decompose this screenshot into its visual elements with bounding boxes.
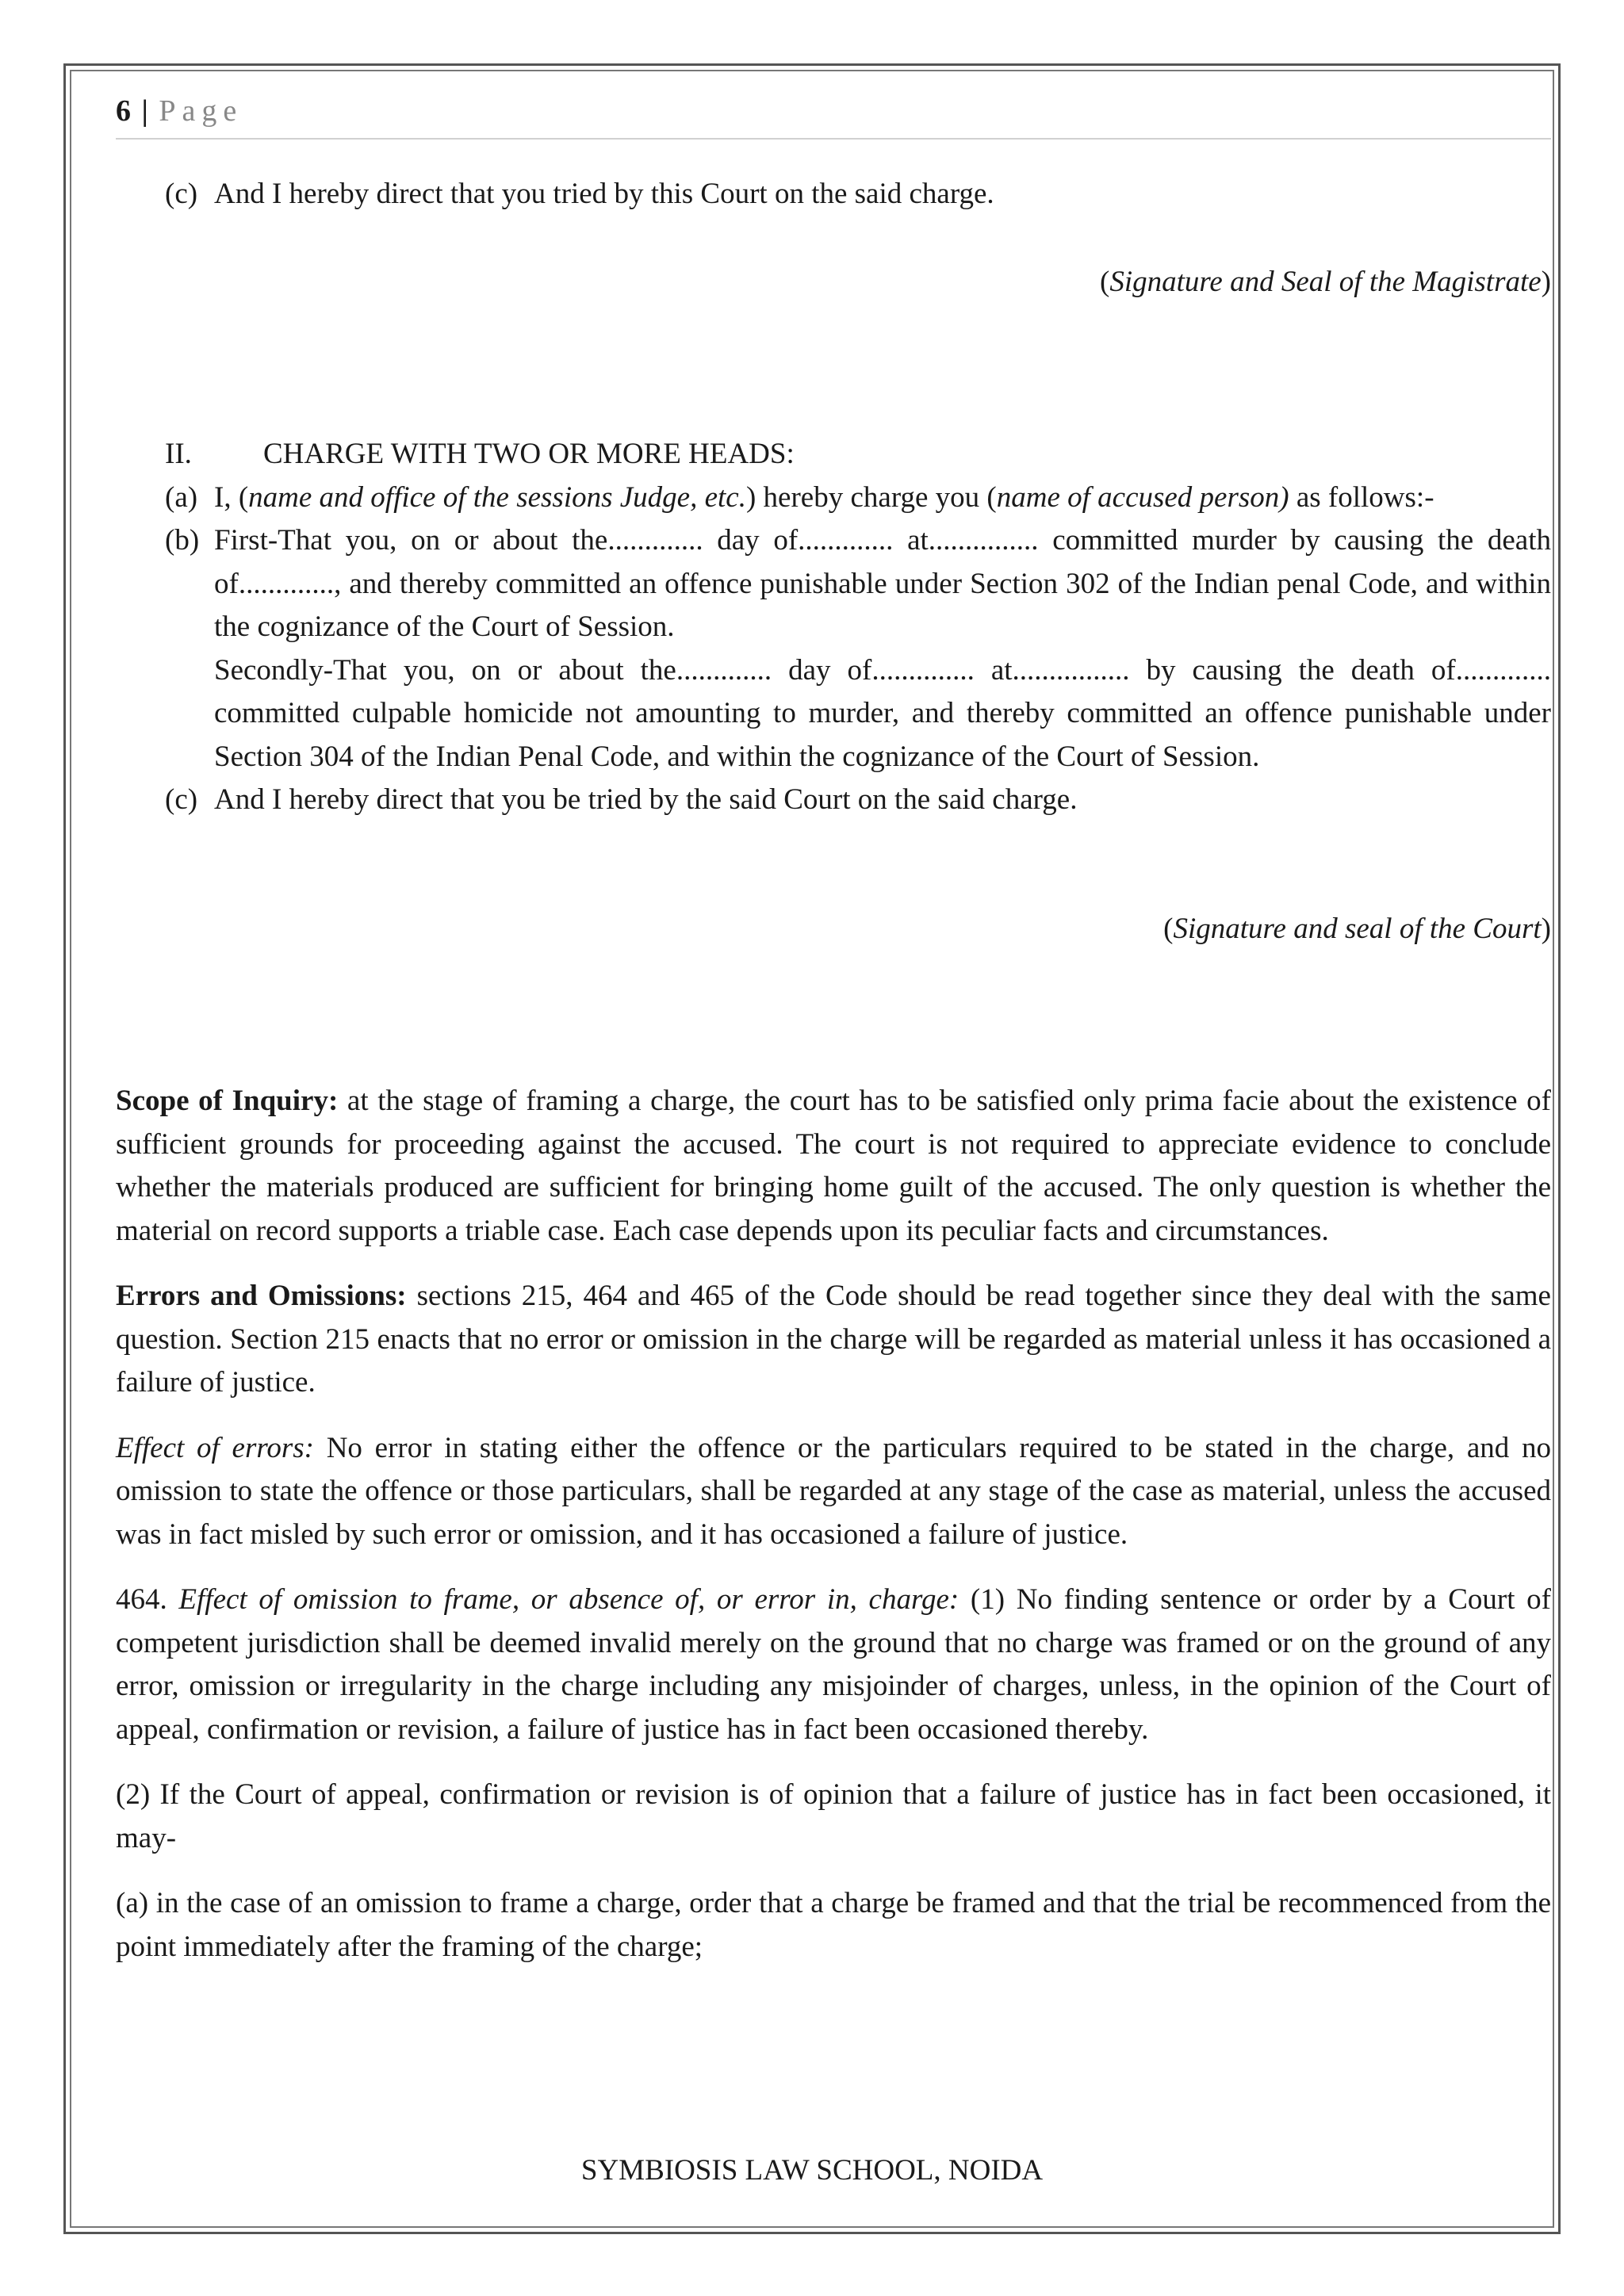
- paragraph-title: Scope of Inquiry:: [116, 1085, 339, 1117]
- item-text: I, (name and office of the sessions Judge, etc.) hereby charge you (name of accused person) as follows:-: [214, 480, 1434, 514]
- item-text-first: First-That you, on or about the............. day of............. at............... committed murder by causing the death of............., and thereby committed an offence punishable under Section 302 of the Indian penal Code, and within the cognizance of the Court of Session.: [214, 524, 1551, 643]
- page-number: 6: [116, 94, 131, 128]
- document-body: [116, 173, 1551, 1969]
- charge-item-a: [116, 476, 1551, 520]
- item-label: (c): [165, 783, 198, 816]
- signature-text: Signature and Seal of the Magistrate: [1109, 265, 1542, 298]
- page-header: [116, 94, 1551, 140]
- item-label: (a): [165, 480, 198, 514]
- charge-item-c: [116, 173, 1551, 216]
- paragraph-title: Effect of omission to frame, or absence of, or error in, charge:: [178, 1583, 959, 1616]
- scope-paragraph: Scope of Inquiry: at the stage of framing a charge, the court has to be satisfied only prima facie about the existence of sufficient grounds for proceeding against the accused. The court is not required to appreciate evidence to conclude whether the materials produced are sufficient for bringing home guilt of the accused. The only question is whether the material on record supports a triable case. Each case depends upon its peculiar facts and circumstances.: [116, 1085, 1551, 1247]
- section-464-2a-paragraph: (a) in the case of an omission to frame a charge, order that a charge be framed and that the trial be recommenced from the point immediately after the framing of the charge;: [116, 1887, 1551, 1963]
- item-text-second: Secondly-That you, on or about the............. day of.............. at................ by causing the death of............. committed culpable homicide not amounting to murder, and thereby committed an offence punishable under Section 304 of the Indian Penal Code, and within the cognizance of the Court of Session.: [214, 653, 1551, 773]
- item-text: And I hereby direct that you tried by this Court on the said charge.: [214, 178, 994, 210]
- court-signature: (Signature and seal of the Court): [1163, 912, 1551, 945]
- roman-numeral: II.: [165, 438, 192, 470]
- signature-text: Signature and seal of the Court: [1173, 912, 1542, 945]
- magistrate-signature: (Signature and Seal of the Magistrate): [1100, 265, 1551, 298]
- charge-item-c2: [116, 779, 1551, 822]
- page-label: Page: [159, 94, 243, 128]
- section-464-2-paragraph: (2) If the Court of appeal, confirmation or revision is of opinion that a failure of justice has in fact been occasioned, it may-: [116, 1778, 1551, 1854]
- effect-paragraph: Effect of errors: No error in stating either the offence or the particulars required to be stated in the charge, and no omission to state the offence or those particulars, shall be regarded at any stage of the case as material, unless the accused was in fact misled by such error or omission, and it has occasioned a failure of justice.: [116, 1431, 1552, 1551]
- item-label: (c): [165, 178, 198, 210]
- charge-item-b: [116, 519, 1551, 649]
- header-separator: |: [141, 94, 148, 128]
- section-heading: [116, 433, 1551, 476]
- paragraph-title: Errors and Omissions:: [116, 1280, 407, 1312]
- paragraph-title: Effect of errors:: [116, 1431, 314, 1464]
- item-text: And I hereby direct that you be tried by the said Court on the said charge.: [214, 783, 1078, 816]
- section-464-paragraph: 464. Effect of omission to frame, or absence of, or error in, charge: (1) No finding sentence or order by a Court of competent jurisdiction shall be deemed invalid merely on the ground that no charge was framed or on the ground of any error, omission or irregularity in the charge including any misjoinder of charges, unless, in the opinion of the Court of appeal, confirmation or revision, a failure of justice has in fact been occasioned thereby.: [116, 1583, 1551, 1746]
- item-label: (b): [165, 524, 200, 557]
- heading-text: CHARGE WITH TWO OR MORE HEADS:: [263, 438, 795, 470]
- errors-paragraph: Errors and Omissions: sections 215, 464 and 465 of the Code should be read together since they deal with the same question. Section 215 enacts that no error or omission in the charge will be regarded as material unless it has occasioned a failure of justice.: [116, 1280, 1551, 1399]
- page-footer: SYMBIOSIS LAW SCHOOL, NOIDA: [580, 2154, 1044, 2187]
